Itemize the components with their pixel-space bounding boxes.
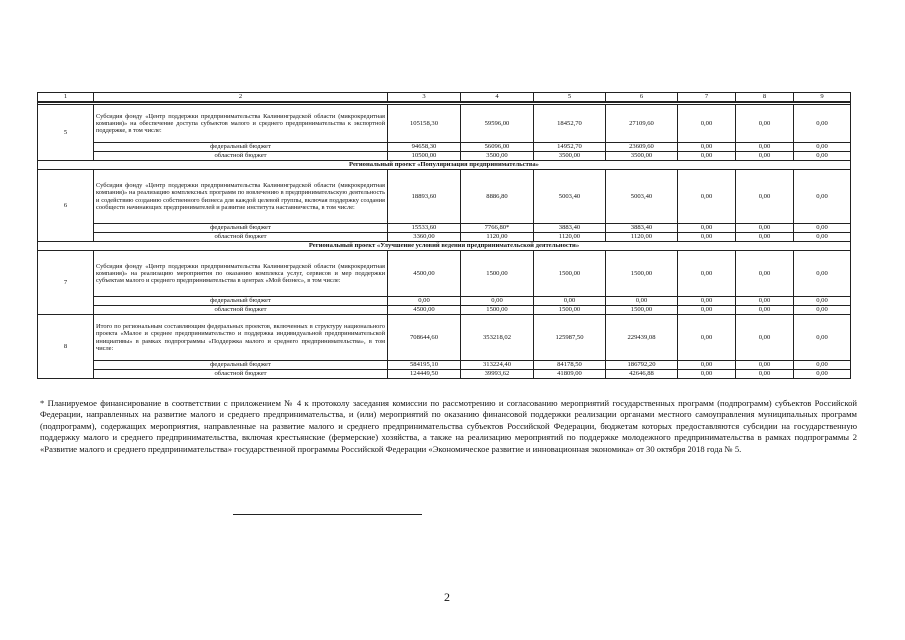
value-cell: 125987,50	[534, 315, 606, 361]
value-cell: 41809,00	[534, 370, 606, 379]
subrow-label: федеральный бюджет	[94, 143, 388, 152]
value-cell: 39993,62	[461, 370, 534, 379]
value-cell: 124449,50	[388, 370, 461, 379]
value-cell: 0,00	[678, 105, 736, 143]
value-cell: 0,00	[794, 170, 851, 224]
value-cell: 3360,00	[388, 233, 461, 242]
financing-table	[37, 92, 851, 379]
value-cell: 0,00	[794, 297, 851, 306]
value-cell: 5003,40	[534, 170, 606, 224]
value-cell: 3500,00	[606, 152, 678, 161]
footnote-text: * Планируемое финансирование в соответствии с приложением № 4 к протоколу заседания комиссии по рассмотрению и согласованию мероприятий государственных программ (подпрограмм) субъектов Российской Федерации, направленных на развитие малого и среднего предпринимательства, и (или) мероприятий по оказанию финансовой поддержки реализации органами местного самоуправления муниципальных программ (подпрограмм), содержащих мероприятия, направленные на развитие малого и среднего предпринимательства субъектов Российской Федерации, бюджетам которых предоставляются субсидии на государственную поддержку малого и среднего предпринимательства, включая крестьянские (фермерские) хозяйства, а также на реализацию мероприятий по поддержке молодежного предпринимательства в рамках подпрограммы 2 «Развитие малого и среднего предпринимательства» государственной программы Российской Федерации «Экономическое развитие и инновационная экономика» от 30 октября 2018 года № 5.	[40, 398, 857, 454]
value-cell: 0,00	[534, 297, 606, 306]
row-number: 8	[38, 315, 94, 379]
column-number: 6	[606, 93, 678, 103]
value-cell: 1500,00	[606, 306, 678, 315]
value-cell: 42646,88	[606, 370, 678, 379]
value-cell: 1500,00	[461, 306, 534, 315]
value-cell: 0,00	[736, 105, 794, 143]
value-cell: 5003,40	[606, 170, 678, 224]
row-number: 6	[38, 170, 94, 242]
value-cell: 10500,00	[388, 152, 461, 161]
value-cell: 1120,00	[461, 233, 534, 242]
row-number: 7	[38, 251, 94, 315]
table-header-row	[38, 93, 851, 103]
row-description: Итого по региональным составляющим федеральных проектов, включенных в структуру национального проекта «Малое и среднее предпринимательство и поддержка индивидуальной предпринимательской инициативы» в рамках подпрограммы «Поддержка малого и среднего предпринимательства», в том числе:	[94, 315, 388, 361]
value-cell: 1500,00	[534, 306, 606, 315]
value-cell: 0,00	[736, 251, 794, 297]
value-cell: 56096,00	[461, 143, 534, 152]
value-cell: 708644,60	[388, 315, 461, 361]
subrow-label: областной бюджет	[94, 152, 388, 161]
value-cell: 0,00	[736, 370, 794, 379]
table-subrow	[38, 152, 851, 161]
value-cell: 0,00	[736, 315, 794, 361]
value-cell: 229439,08	[606, 315, 678, 361]
subrow-label: федеральный бюджет	[94, 297, 388, 306]
table-row	[38, 315, 851, 361]
value-cell: 1500,00	[461, 251, 534, 297]
value-cell: 0,00	[678, 224, 736, 233]
value-cell: 0,00	[678, 315, 736, 361]
value-cell: 0,00	[736, 297, 794, 306]
table-subrow	[38, 361, 851, 370]
value-cell: 15533,60	[388, 224, 461, 233]
region-header-row	[38, 161, 851, 170]
value-cell: 59596,00	[461, 105, 534, 143]
value-cell: 0,00	[736, 143, 794, 152]
value-cell: 27109,60	[606, 105, 678, 143]
value-cell: 8886,80	[461, 170, 534, 224]
value-cell: 18452,70	[534, 105, 606, 143]
column-number: 9	[794, 93, 851, 103]
value-cell: 0,00	[736, 152, 794, 161]
region-header: Региональный проект «Улучшение условий ведения предпринимательской деятельности»	[38, 242, 851, 251]
row-description: Субсидия фонду «Центр поддержки предпринимательства Калининградской области (микрокредитная компания)» на реализацию комплексных программ по вовлечению в предпринимательскую деятельность и содействию созданию собственного бизнеса для каждой целевой группы, включая поддержку создания сообществ начинающих предпринимателей и развитие института наставничества, в том числе:	[94, 170, 388, 224]
subrow-label: областной бюджет	[94, 233, 388, 242]
subrow-label: федеральный бюджет	[94, 361, 388, 370]
subrow-label: областной бюджет	[94, 306, 388, 315]
column-number: 7	[678, 93, 736, 103]
table-subrow	[38, 224, 851, 233]
value-cell: 4500,00	[388, 306, 461, 315]
value-cell: 23609,60	[606, 143, 678, 152]
page-number: 2	[444, 590, 450, 604]
value-cell: 0,00	[794, 361, 851, 370]
value-cell: 3500,00	[534, 152, 606, 161]
value-cell: 0,00	[606, 297, 678, 306]
region-header: Региональный проект «Популяризация предпринимательства»	[38, 161, 851, 170]
value-cell: 0,00	[678, 152, 736, 161]
value-cell: 0,00	[678, 370, 736, 379]
table-row	[38, 251, 851, 297]
value-cell: 0,00	[794, 233, 851, 242]
value-cell: 0,00	[736, 233, 794, 242]
subrow-label: областной бюджет	[94, 370, 388, 379]
region-header-row	[38, 242, 851, 251]
table-row	[38, 105, 851, 143]
value-cell: 0,00	[678, 297, 736, 306]
value-cell: 0,00	[736, 224, 794, 233]
value-cell: 0,00	[678, 361, 736, 370]
table-subrow	[38, 233, 851, 242]
value-cell: 3883,40	[606, 224, 678, 233]
value-cell: 0,00	[736, 170, 794, 224]
value-cell: 0,00	[388, 297, 461, 306]
footnote	[40, 398, 857, 455]
value-cell: 0,00	[794, 306, 851, 315]
value-cell: 0,00	[794, 105, 851, 143]
value-cell: 353218,02	[461, 315, 534, 361]
value-cell: 584195,10	[388, 361, 461, 370]
value-cell: 0,00	[678, 170, 736, 224]
table-row	[38, 170, 851, 224]
value-cell: 3883,40	[534, 224, 606, 233]
value-cell: 0,00	[794, 251, 851, 297]
value-cell: 0,00	[794, 315, 851, 361]
horizontal-rule	[233, 514, 422, 515]
subrow-label: федеральный бюджет	[94, 224, 388, 233]
value-cell: 313224,40	[461, 361, 534, 370]
column-number: 3	[388, 93, 461, 103]
value-cell: 0,00	[678, 233, 736, 242]
table-subrow	[38, 306, 851, 315]
value-cell: 0,00	[794, 143, 851, 152]
value-cell: 0,00	[794, 152, 851, 161]
table-subrow	[38, 297, 851, 306]
value-cell: 0,00	[678, 143, 736, 152]
value-cell: 7766,80*	[461, 224, 534, 233]
value-cell: 0,00	[678, 306, 736, 315]
column-number: 5	[534, 93, 606, 103]
value-cell: 0,00	[736, 361, 794, 370]
value-cell: 1500,00	[534, 251, 606, 297]
value-cell: 1120,00	[606, 233, 678, 242]
table-subrow	[38, 370, 851, 379]
value-cell: 18893,60	[388, 170, 461, 224]
column-number: 1	[38, 93, 94, 103]
column-number: 2	[94, 93, 388, 103]
value-cell: 0,00	[461, 297, 534, 306]
value-cell: 105158,30	[388, 105, 461, 143]
row-description: Субсидия фонду «Центр поддержки предпринимательства Калининградской области (микрокредитная компания)» на реализацию мероприятия по оказанию комплекса услуг, сервисов и мер поддержки субъектам малого и среднего предпринимательства в центрах «Мой бизнес», в том числе:	[94, 251, 388, 297]
value-cell: 84178,50	[534, 361, 606, 370]
column-number: 8	[736, 93, 794, 103]
row-number: 5	[38, 105, 94, 161]
value-cell: 0,00	[678, 251, 736, 297]
value-cell: 14952,70	[534, 143, 606, 152]
value-cell: 1500,00	[606, 251, 678, 297]
value-cell: 3500,00	[461, 152, 534, 161]
value-cell: 0,00	[794, 370, 851, 379]
row-description: Субсидия фонду «Центр поддержки предпринимательства Калининградской области (микрокредитная компания)» на обеспечение доступа субъектов малого и среднего предпринимательства к экспортной поддержке, в том числе:	[94, 105, 388, 143]
value-cell: 186792,20	[606, 361, 678, 370]
value-cell: 1120,00	[534, 233, 606, 242]
column-number: 4	[461, 93, 534, 103]
value-cell: 94658,30	[388, 143, 461, 152]
value-cell: 0,00	[794, 224, 851, 233]
table-subrow	[38, 143, 851, 152]
value-cell: 4500,00	[388, 251, 461, 297]
value-cell: 0,00	[736, 306, 794, 315]
